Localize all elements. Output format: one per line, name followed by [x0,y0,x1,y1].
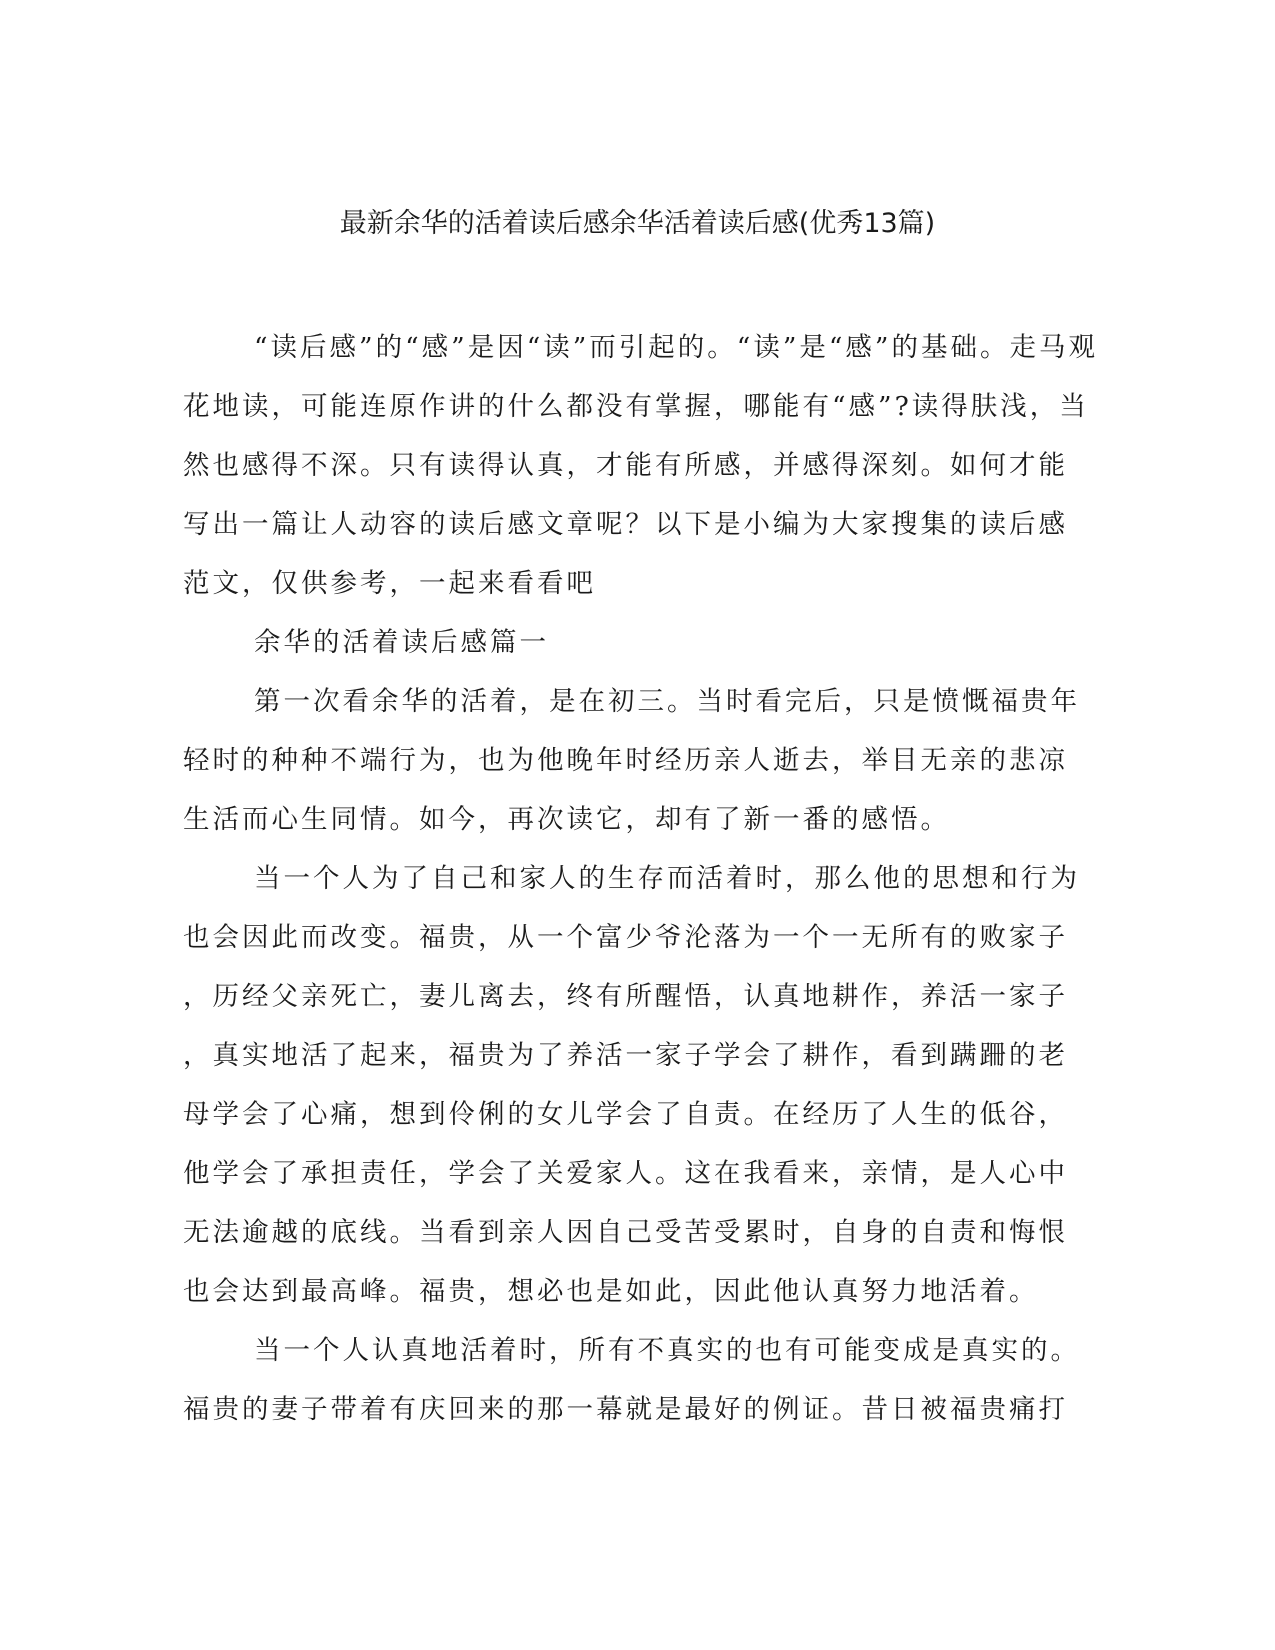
text-line: 他学会了承担责任，学会了关爱家人。这在我看来，亲情，是人心中 [183,1158,1068,1189]
text-line: 母学会了心痛，想到伶俐的女儿学会了自责。在经历了人生的低谷， [183,1099,1068,1130]
text-line: 轻时的种种不端行为，也为他晚年时经历亲人逝去，举目无亲的悲凉 [183,745,1068,776]
text-line: ，真实地活了起来，福贵为了养活一家子学会了耕作，看到蹒跚的老 [183,1040,1068,1071]
document-body [183,318,1098,1439]
text-line: “读后感”的“感”是因“读”而引起的。“读”是“感”的基础。走马观 [254,332,1098,363]
text-line: 范文，仅供参考，一起来看看吧 [183,568,596,599]
text-line: 当一个人为了自己和家人的生存而活着时，那么他的思想和行为 [254,863,1080,894]
text-line: 无法逾越的底线。当看到亲人因自己受苦受累时，自身的自责和悔恨 [183,1217,1068,1248]
text-line: 写出一篇让人动容的读后感文章呢？以下是小编为大家搜集的读后感 [183,509,1068,540]
text-line: ，历经父亲死亡，妻儿离去，终有所醒悟，认真地耕作，养活一家子 [183,981,1068,1012]
text-line: 花地读，可能连原作讲的什么都没有掌握，哪能有“感”?读得肤浅，当 [183,391,1089,422]
text-line: 生活而心生同情。如今，再次读它，却有了新一番的感悟。 [183,804,950,835]
text-line: 第一次看余华的活着，是在初三。当时看完后，只是愤慨福贵年 [254,686,1080,717]
text-line: 也会达到最高峰。福贵，想必也是如此，因此他认真努力地活着。 [183,1276,1039,1307]
text-line: 也会因此而改变。福贵，从一个富少爷沦落为一个一无所有的败家子 [183,922,1068,953]
document-title: 最新余华的活着读后感余华活着读后感(优秀13篇) [339,208,936,239]
text-line: 福贵的妻子带着有庆回来的那一幕就是最好的例证。昔日被福贵痛打 [183,1394,1068,1425]
text-line: 然也感得不深。只有读得认真，才能有所感，并感得深刻。如何才能 [183,450,1068,481]
text-line: 当一个人认真地活着时，所有不真实的也有可能变成是真实的。 [254,1335,1080,1366]
section-heading: 余华的活着读后感篇一 [254,627,549,658]
